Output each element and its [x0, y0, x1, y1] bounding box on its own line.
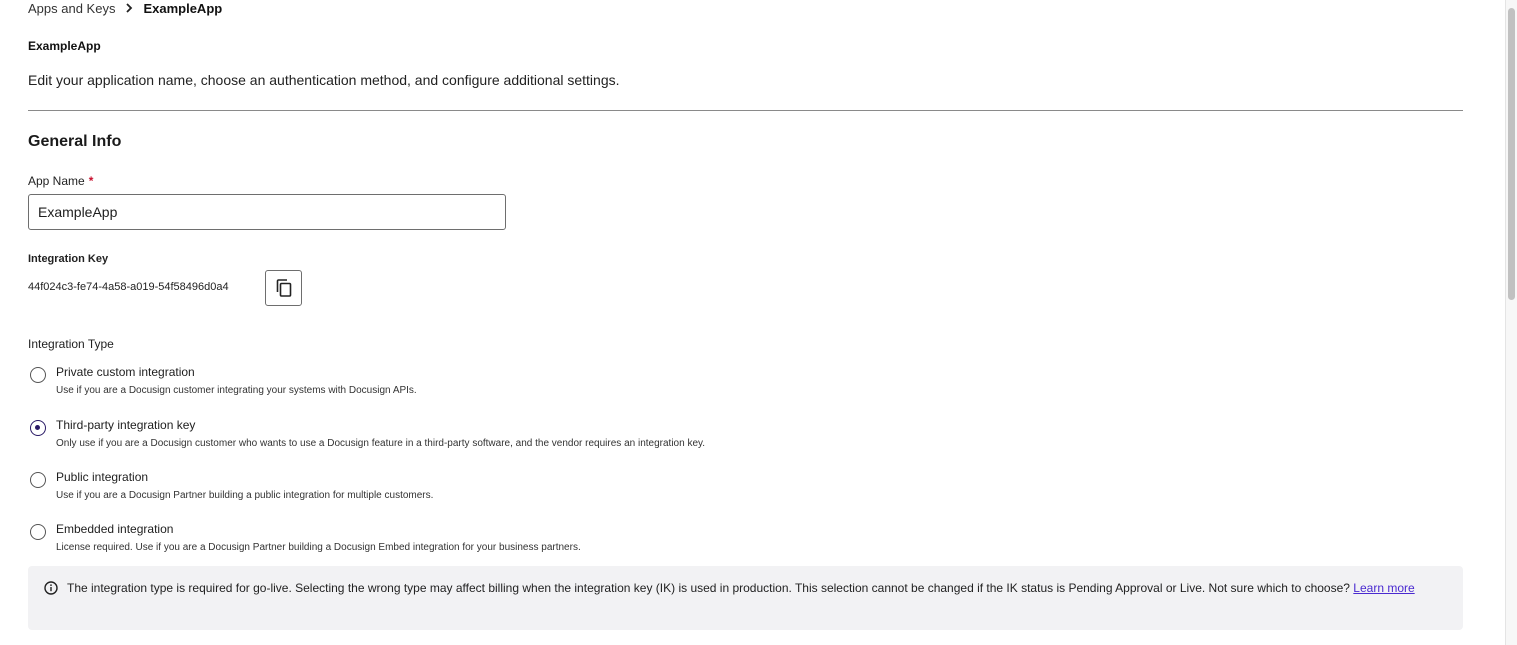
breadcrumb-current: ExampleApp	[143, 1, 223, 16]
page-title: ExampleApp	[28, 39, 101, 53]
app-name-label	[28, 174, 93, 188]
page-description: Edit your application name, choose an authentication method, and configure additional settings.	[28, 72, 620, 88]
learn-more-link[interactable]: Learn more	[1353, 581, 1415, 595]
radio-title-embedded[interactable]: Embedded integration	[56, 522, 174, 536]
breadcrumb	[28, 1, 222, 16]
radio-button-embedded[interactable]	[30, 524, 46, 540]
breadcrumb-apps-and-keys[interactable]: Apps and Keys	[28, 1, 116, 16]
integration-type-label: Integration Type	[28, 337, 114, 351]
header-divider	[28, 110, 1463, 111]
chevron-right-icon	[125, 1, 133, 16]
app-name-label-text: App Name	[28, 174, 85, 188]
radio-option-private-custom[interactable]	[28, 367, 1028, 407]
radio-title-third-party[interactable]: Third-party integration key	[56, 418, 196, 432]
required-marker: *	[88, 174, 94, 188]
radio-title-private-custom[interactable]: Private custom integration	[56, 365, 195, 379]
scrollbar[interactable]	[1505, 0, 1517, 645]
radio-button-third-party[interactable]	[30, 420, 46, 436]
copy-icon	[276, 279, 292, 297]
radio-button-private-custom[interactable]	[30, 367, 46, 383]
notice-text: The integration type is required for go-live. Selecting the wrong type may affect billing when the integration key (IK) is used in production. This selection cannot be changed if the IK status is Pending Approval or Live. Not sure which to choose?	[67, 581, 1354, 595]
scrollbar-thumb[interactable]	[1508, 8, 1515, 300]
radio-option-third-party[interactable]	[28, 420, 1028, 460]
info-icon	[44, 581, 58, 595]
radio-option-public[interactable]	[28, 472, 1028, 512]
radio-description-private-custom: Use if you are a Docusign customer integrating your systems with Docusign APIs.	[56, 385, 417, 396]
integration-key-value: 44f024c3-fe74-4a58-a019-54f58496d0a4	[28, 281, 229, 293]
section-title-general-info: General Info	[28, 133, 122, 150]
radio-description-public: Use if you are a Docusign Partner building a public integration for multiple customers.	[56, 490, 434, 501]
integration-key-label: Integration Key	[28, 253, 109, 265]
copy-integration-key-button[interactable]	[265, 270, 302, 306]
radio-title-public[interactable]: Public integration	[56, 470, 149, 484]
integration-type-notice	[28, 566, 1463, 630]
radio-button-public[interactable]	[30, 472, 46, 488]
radio-description-embedded: License required. Use if you are a Docusign Partner building a Docusign Embed integration for your business partners.	[56, 542, 581, 553]
radio-option-embedded[interactable]	[28, 524, 1028, 564]
app-name-input[interactable]	[28, 194, 506, 230]
radio-description-third-party: Only use if you are a Docusign customer who wants to use a Docusign feature in a third-party software, and the vendor requires an integration key.	[56, 438, 706, 449]
